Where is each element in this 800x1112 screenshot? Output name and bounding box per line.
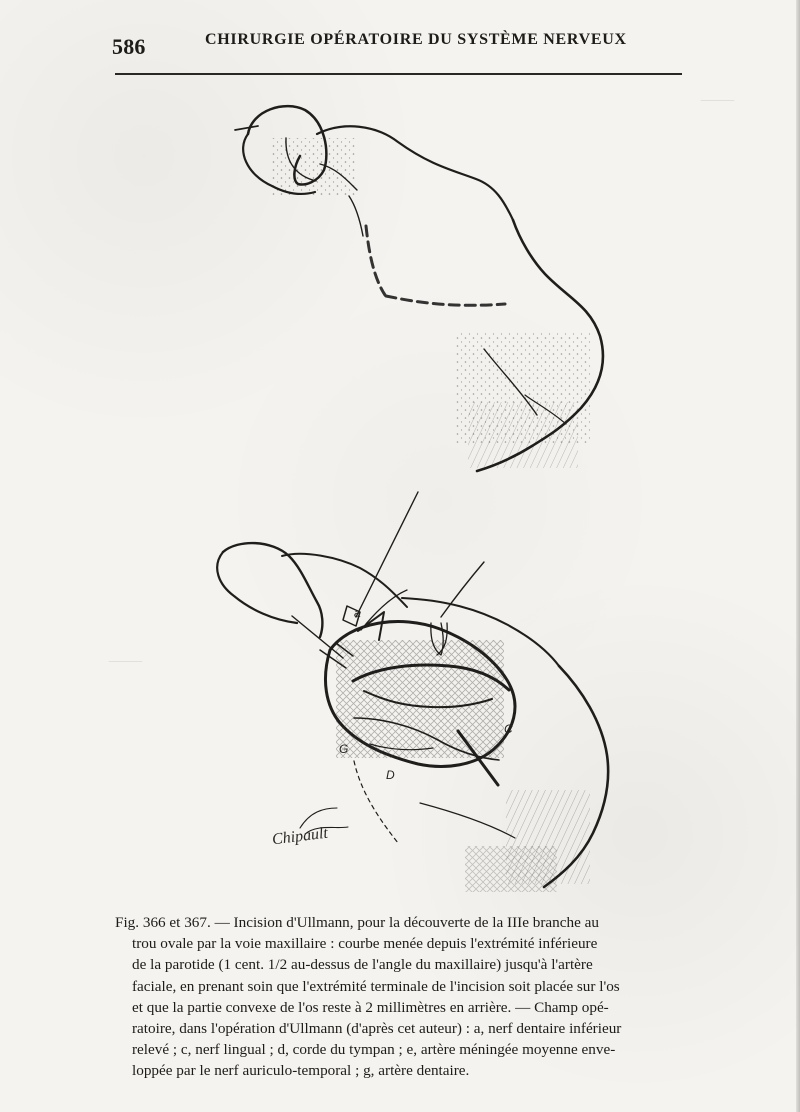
caption-line: de la parotide (1 cent. 1/2 au-dessus de l'angle du maxillaire) jusqu'à l'artère (132, 956, 593, 974)
figure-caption (115, 912, 716, 1082)
caption-line: ratoire, dans l'opération d'Ullmann (d'après cet auteur) : a, nerf dentaire inférieur (132, 1020, 622, 1038)
page-number: 586 (112, 34, 146, 59)
caption-line: relevé ; c, nerf lingual ; d, corde du tympan ; e, artère méningée moyenne enve- (132, 1041, 616, 1059)
artist-signature: Chipault (271, 824, 329, 849)
figure-label-a: a (354, 606, 361, 620)
figure-label-d: D (386, 768, 395, 782)
running-header: CHIRURGIE OPÉRATOIRE DU SYSTÈME NERVEUX (205, 31, 627, 48)
caption-line: Fig. 366 et 367. — Incision d'Ullmann, pour la découverte de la IIIe branche au (115, 914, 599, 931)
caption-line: faciale, en prenant soin que l'extrémité terminale de l'incision soit placée sur l'os (132, 977, 620, 995)
figure-label-g: G (339, 742, 349, 756)
show-through-text: ⸻ (700, 93, 735, 108)
caption-line: trou ovale par la voie maxillaire : courbe menée depuis l'extrémité inférieure (132, 935, 598, 953)
caption-line: et que la partie convexe de l'os reste à 2 millimètres en arrière. — Champ opé- (132, 998, 609, 1016)
figure-label-c: C (504, 722, 513, 736)
show-through-text: ⸻ (108, 654, 143, 669)
upper-face-drawing (235, 106, 603, 471)
caption-line: loppée par le nerf auriculo-temporal ; g, artère dentaire. (132, 1062, 470, 1080)
